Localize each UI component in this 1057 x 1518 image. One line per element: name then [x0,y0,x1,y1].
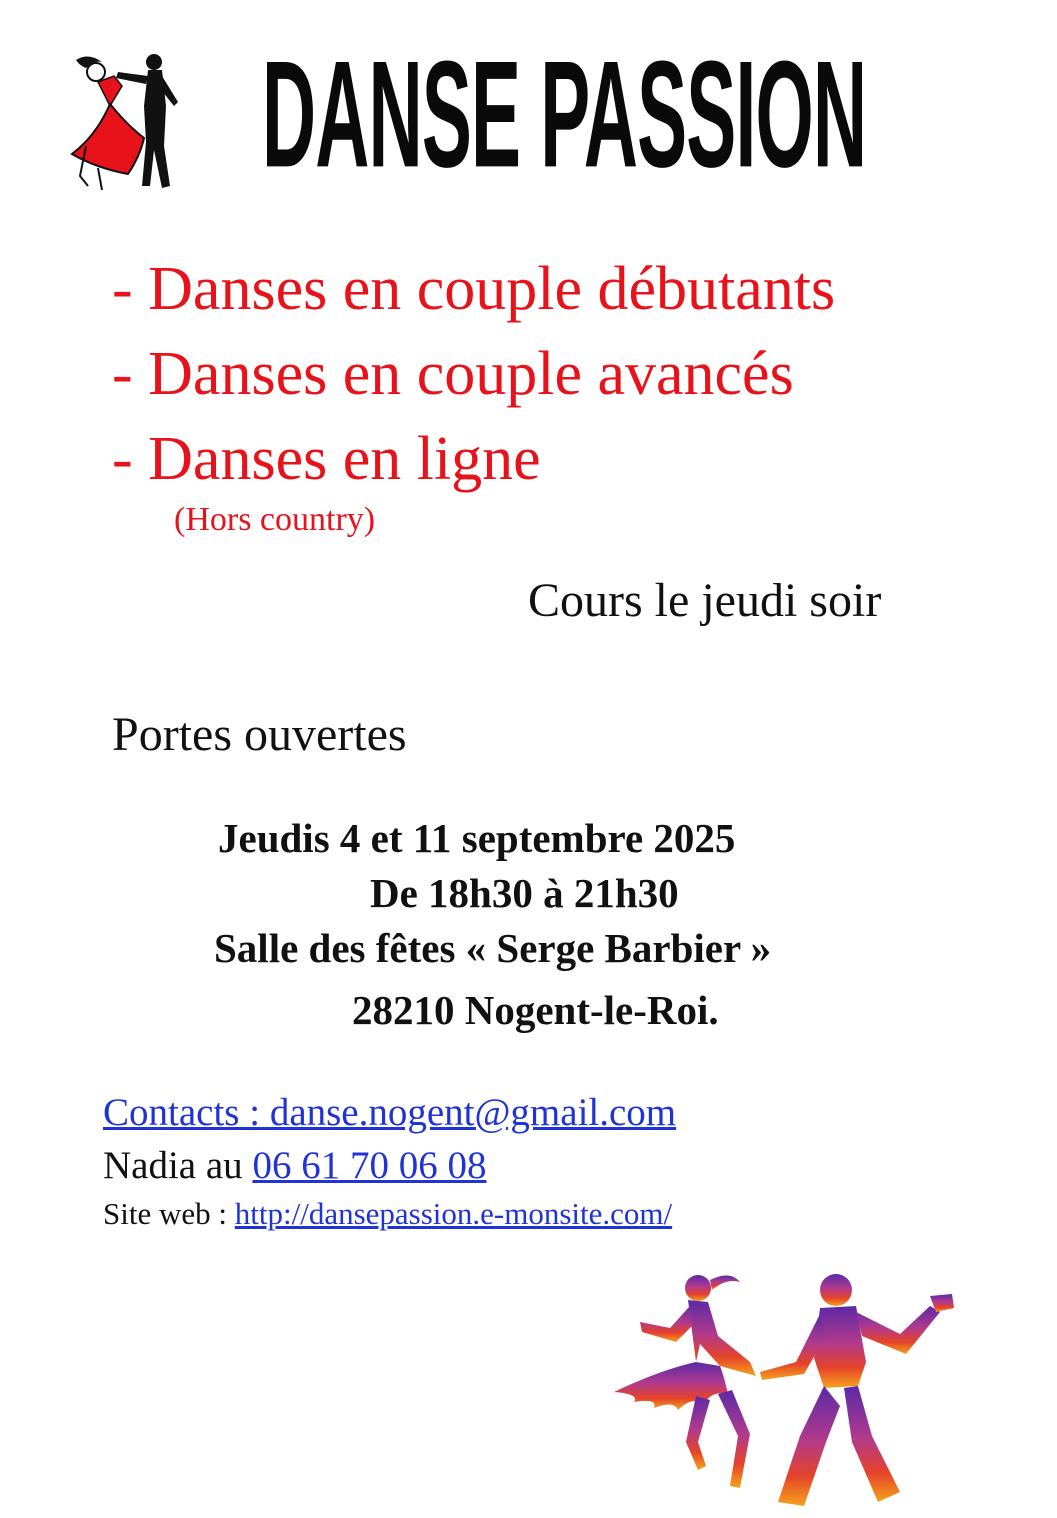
website-link[interactable]: http://dansepassion.e-monsite.com/ [234,1196,673,1231]
site-label: Site web : [103,1196,235,1231]
contact-site-line [103,1198,672,1229]
page-title: DANSE PASSION [262,30,867,200]
contact-email-link[interactable]: Contacts : danse.nogent@gmail.com [103,1091,677,1134]
event-venue: Salle des fêtes « Serge Barbier » [214,925,772,971]
course-day: Cours le jeudi soir [528,574,882,627]
contact-email-line [103,1093,676,1132]
event-city: 28210 Nogent-le-Roi. [352,987,719,1033]
phone-label: Nadia au [103,1144,253,1187]
contact-phone-line [103,1146,486,1185]
dance-item-line: - Danses en ligne [112,425,541,493]
open-house-heading: Portes ouvertes [112,708,407,761]
event-hours: De 18h30 à 21h30 [370,870,679,916]
event-dates: Jeudis 4 et 11 septembre 2025 [218,815,736,861]
phone-link[interactable]: 06 61 70 06 08 [252,1144,487,1187]
dancing-couple-silhouette-icon [600,1266,970,1510]
ballroom-couple-icon [66,46,192,198]
dance-item-beginners: - Danses en couple débutants [112,255,836,323]
dance-note: (Hors country) [174,501,376,538]
dance-item-advanced: - Danses en couple avancés [112,340,794,408]
